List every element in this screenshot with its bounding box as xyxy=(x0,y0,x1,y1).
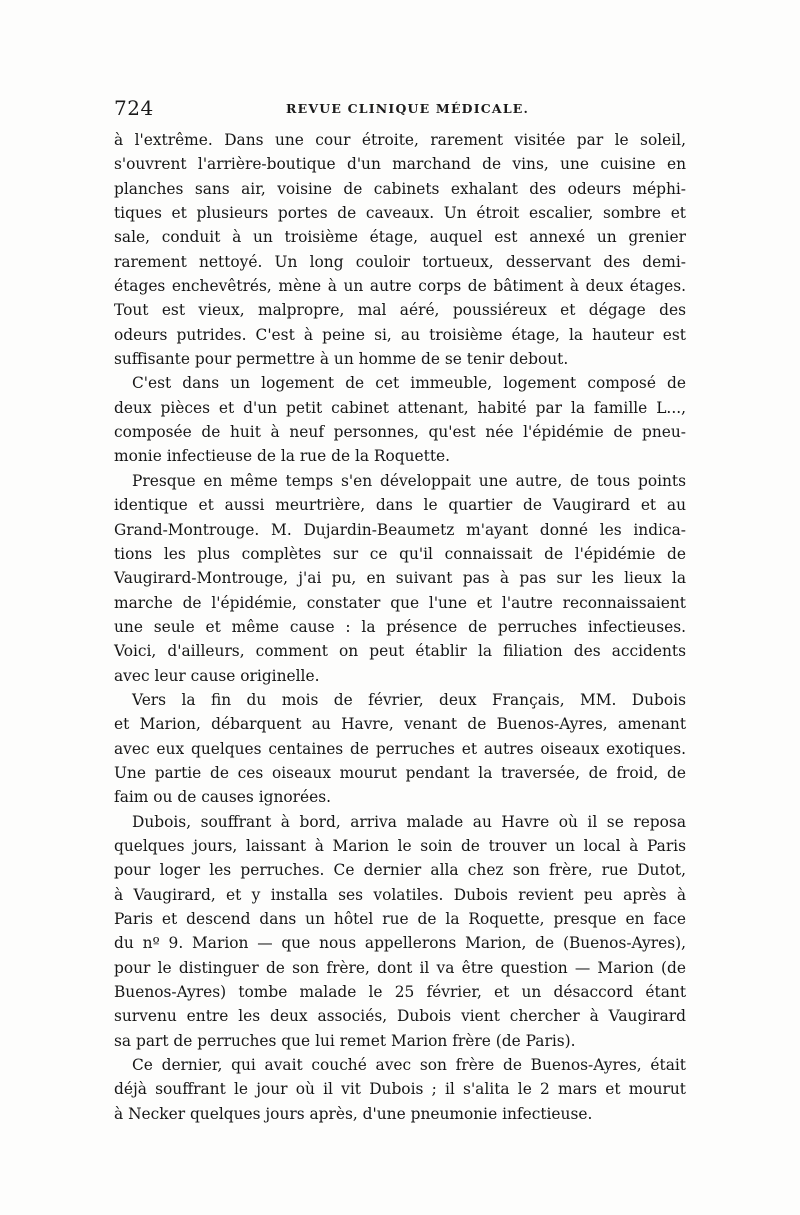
text-line: tiques et plusieurs portes de caveaux. Un étroit escalier, sombre et xyxy=(114,204,686,223)
text-line: tions les plus complètes sur ce qu'il connaissait de l'épidémie de xyxy=(114,544,686,563)
text-line: étages enchevêtrés, mène à un autre corps de bâtiment à deux étages. xyxy=(114,277,686,296)
text-line: à Vaugirard, et y installa ses volatiles. Dubois revient peu après à xyxy=(114,885,686,904)
text-line: avec leur cause originelle. xyxy=(114,666,320,685)
text-line: Voici, d'ailleurs, comment on peut établir la filiation des accidents xyxy=(114,642,686,661)
text-line: Vers la fin du mois de février, deux Français, MM. Dubois xyxy=(132,690,686,709)
text-line: Ce dernier, qui avait couché avec son frère de Buenos-Ayres, était xyxy=(132,1056,686,1075)
text-line: identique et aussi meurtrière, dans le quartier de Vaugirard et au xyxy=(114,496,686,515)
paragraph xyxy=(114,810,686,1053)
text-line: et Marion, débarquent au Havre, venant de Buenos-Ayres, amenant xyxy=(114,715,686,734)
text-line: à Necker quelques jours après, d'une pneumonie infectieuse. xyxy=(114,1104,593,1123)
page-header xyxy=(114,96,686,120)
paragraph xyxy=(114,128,686,371)
text-line: survenu entre les deux associés, Dubois vient chercher à Vaugirard xyxy=(114,1007,686,1026)
text-line: rarement nettoyé. Un long couloir tortueux, desservant des demi- xyxy=(114,252,686,271)
text-line: pour loger les perruches. Ce dernier alla chez son frère, rue Dutot, xyxy=(114,861,686,880)
text-line: à l'extrême. Dans une cour étroite, rarement visitée par le soleil, xyxy=(114,131,686,149)
paragraph xyxy=(114,469,686,688)
text-line: déjà souffrant le jour où il vit Dubois ; il s'alita le 2 mars et mourut xyxy=(114,1080,686,1099)
text-line: suffisante pour permettre à un homme de se tenir debout. xyxy=(114,350,569,369)
text-line: pour le distinguer de son frère, dont il va être question — Marion (de xyxy=(114,958,686,977)
text-line: monie infectieuse de la rue de la Roquette. xyxy=(114,447,451,466)
text-line: Presque en même temps s'en développait une autre, de tous points xyxy=(132,471,686,490)
text-line: Tout est vieux, malpropre, mal aéré, poussiéreux et dégage des xyxy=(114,301,686,320)
paragraph xyxy=(114,688,686,810)
text-line: sale, conduit à un troisième étage, auquel est annexé un grenier xyxy=(114,228,686,247)
text-line: du nº 9. Marion — que nous appellerons Marion, de (Buenos-Ayres), xyxy=(114,934,686,953)
paragraph xyxy=(114,371,686,468)
text-line: marche de l'épidémie, constater que l'une et l'autre reconnaissaient xyxy=(114,593,686,612)
text-line: sa part de perruches que lui remet Marion frère (de Paris). xyxy=(114,1031,576,1050)
running-title: REVUE CLINIQUE MÉDICALE. xyxy=(286,101,530,116)
text-line: Dubois, souffrant à bord, arriva malade au Havre où il se reposa xyxy=(132,812,686,831)
paragraph xyxy=(114,1053,686,1126)
text-line: deux pièces et d'un petit cabinet attenant, habité par la famille L..., xyxy=(114,398,686,417)
text-line: faim ou de causes ignorées. xyxy=(114,788,332,807)
text-line: composée de huit à neuf personnes, qu'est née l'épidémie de pneu- xyxy=(114,423,686,442)
text-line: C'est dans un logement de cet immeuble, logement composé de xyxy=(132,374,686,393)
body-text xyxy=(114,128,686,1126)
text-line: Vaugirard-Montrouge, j'ai pu, en suivant pas à pas sur les lieux la xyxy=(114,569,686,588)
text-line: s'ouvrent l'arrière-boutique d'un marchand de vins, une cuisine en xyxy=(114,155,686,174)
text-line: avec eux quelques centaines de perruches et autres oiseaux exotiques. xyxy=(114,739,686,758)
page-number: 724 xyxy=(114,96,154,120)
text-line: Grand-Montrouge. M. Dujardin-Beaumetz m'ayant donné les indica- xyxy=(114,520,686,539)
text-line: quelques jours, laissant à Marion le soin de trouver un local à Paris xyxy=(114,836,686,855)
text-line: odeurs putrides. C'est à peine si, au troisième étage, la hauteur est xyxy=(114,325,686,344)
text-line: Buenos-Ayres) tombe malade le 25 février, et un désaccord étant xyxy=(114,983,686,1002)
text-line: Une partie de ces oiseaux mourut pendant la traversée, de froid, de xyxy=(114,763,686,782)
text-line: planches sans air, voisine de cabinets exhalant des odeurs méphi- xyxy=(114,179,686,198)
text-line: une seule et même cause : la présence de perruches infectieuses. xyxy=(114,617,686,636)
text-line: Paris et descend dans un hôtel rue de la Roquette, presque en face xyxy=(114,910,686,928)
